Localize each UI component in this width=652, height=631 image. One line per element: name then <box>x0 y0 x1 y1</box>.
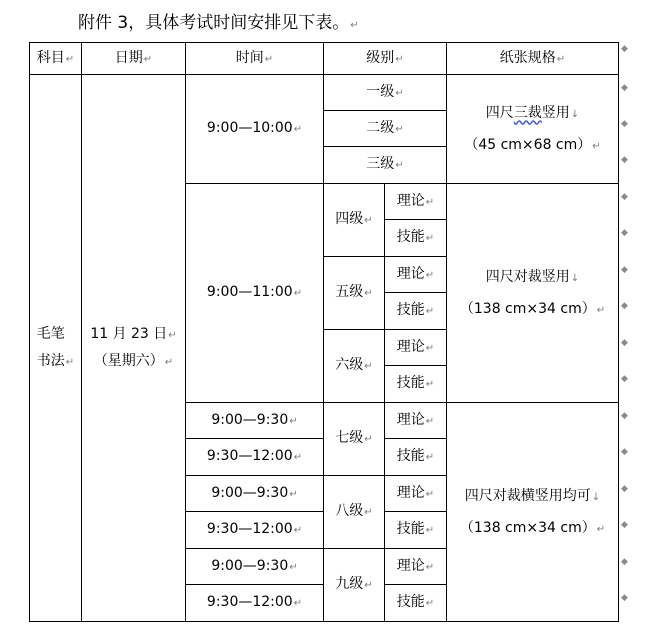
sublevel-cell: 理论↵ <box>385 257 447 293</box>
level-cell: 三级↵ <box>324 147 447 184</box>
level-cell: 八级↵ <box>324 476 385 549</box>
header-paper: 纸张规格↵ <box>447 43 619 75</box>
time-cell: 9:30—12:00↵ <box>186 585 324 622</box>
level-cell: 二级↵ <box>324 111 447 147</box>
spellcheck-underline: 三裁 <box>513 104 542 121</box>
paper-spec-cell: 四尺对裁横竖用均可↓ （138 cm×34 cm）↵ <box>447 403 619 622</box>
level-cell: 六级↵ <box>324 330 385 403</box>
sublevel-cell: 技能↵ <box>385 220 447 257</box>
sublevel-cell: 技能↵ <box>385 585 447 622</box>
sublevel-cell: 技能↵ <box>385 512 447 549</box>
time-cell: 9:00—9:30↵ <box>186 549 324 585</box>
date-cell: 11 月 23 日↵ （星期六）↵ <box>82 75 186 622</box>
level-cell: 一级↵ <box>324 75 447 111</box>
time-cell: 9:00—10:00↵ <box>186 75 324 184</box>
sublevel-cell: 理论↵ <box>385 549 447 585</box>
level-cell: 五级↵ <box>324 257 385 330</box>
sublevel-cell: 技能↵ <box>385 293 447 330</box>
time-cell: 9:30—12:00↵ <box>186 439 324 476</box>
sublevel-cell: 理论↵ <box>385 403 447 439</box>
time-cell: 9:00—9:30↵ <box>186 403 324 439</box>
header-date: 日期↵ <box>82 43 186 75</box>
header-level: 级别↵ <box>324 43 447 75</box>
time-cell: 9:00—9:30↵ <box>186 476 324 512</box>
exam-schedule-table <box>29 42 619 622</box>
header-subject: 科目↵ <box>30 43 82 75</box>
heading-text: 附件 3，具体考试时间安排见下表。 <box>78 13 350 33</box>
sublevel-cell: 理论↵ <box>385 184 447 220</box>
header-row <box>30 43 619 75</box>
sublevel-cell: 技能↵ <box>385 439 447 476</box>
time-cell: 9:30—12:00↵ <box>186 512 324 549</box>
sublevel-cell: 理论↵ <box>385 476 447 512</box>
subject-cell: 毛笔 书法↵ <box>30 75 82 622</box>
sublevel-cell: 技能↵ <box>385 366 447 403</box>
level-cell: 九级↵ <box>324 549 385 622</box>
sublevel-cell: 理论↵ <box>385 330 447 366</box>
header-time: 时间↵ <box>186 43 324 75</box>
paper-spec-cell: 四尺对裁竖用↓ （138 cm×34 cm）↵ <box>447 184 619 403</box>
paper-spec-cell: 四尺三裁竖用↓ （45 cm×68 cm）↵ <box>447 75 619 184</box>
time-cell: 9:00—11:00↵ <box>186 184 324 403</box>
table-row <box>30 75 619 111</box>
level-cell: 七级↵ <box>324 403 385 476</box>
document-heading: 附件 3，具体考试时间安排见下表。↵ <box>78 13 359 33</box>
level-cell: 四级↵ <box>324 184 385 257</box>
